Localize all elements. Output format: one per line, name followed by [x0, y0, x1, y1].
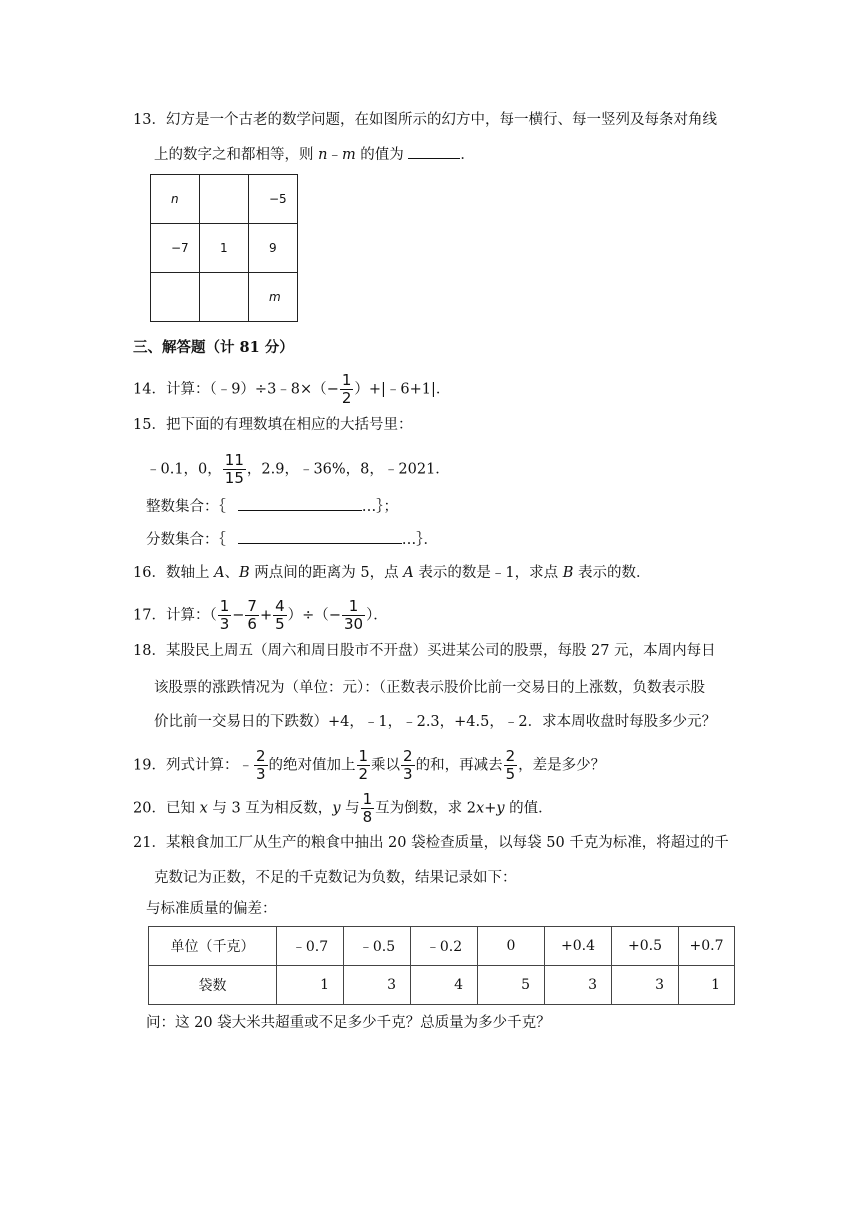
magic-cell: 1 [200, 224, 249, 273]
q19-fraction-3 [401, 748, 415, 783]
q17-f2-num: 7 [247, 597, 257, 615]
q19-f1-num: 2 [255, 747, 266, 765]
q19-f4-num: 2 [505, 747, 516, 765]
q20-line [133, 791, 553, 826]
q17-pre: 17．计算：（ [133, 607, 217, 624]
q13-period: ． [460, 147, 475, 163]
q17-op2: + [259, 607, 273, 624]
q17-f1-den: 3 [219, 615, 230, 633]
q17-fraction-1 [218, 598, 232, 633]
deviation-header-row [149, 927, 735, 966]
q14-line [133, 372, 450, 407]
q19-f3-den: 3 [403, 765, 413, 783]
q20-t1: 与 3 互为相反数， [207, 800, 333, 817]
q17-op1: − [232, 607, 245, 624]
q13-minus: ﹣ [327, 147, 342, 163]
q19-t1: 的绝对值加上 [268, 757, 356, 774]
magic-cell: −7 [151, 224, 200, 273]
q17-f4-num: 1 [342, 598, 365, 616]
q15-frac-end: …｝． [401, 532, 438, 548]
table-cell: 1 [277, 966, 344, 1005]
q18-text-3: 价比前一交易日的下跌数）+4，﹣1，﹣2.3，+4.5，﹣2．求本周收盘时每股多少元？ [154, 714, 717, 730]
q20-t3: 互为倒数，求 2 [375, 800, 477, 817]
table-cell: 3 [344, 966, 411, 1005]
q15-stem: 15．把下面的有理数填在相应的大括号里： [133, 417, 413, 433]
q16-point-a-2: A [403, 565, 414, 581]
q19-line [133, 748, 605, 783]
table-cell: ﹣0.5 [344, 927, 411, 966]
q13-line1 [133, 109, 717, 131]
magic-cell: n [151, 175, 200, 224]
table-cell: 0 [478, 927, 545, 966]
q14-fraction [340, 372, 354, 407]
q17-f1-num: 1 [219, 597, 230, 615]
q16-point-b: B [239, 565, 250, 581]
q20-var-x: x [199, 800, 208, 817]
deviation-table [148, 926, 735, 1005]
q15-frac-den: 15 [224, 469, 244, 487]
q13-text-1: 13．幻方是一个古老的数学问题，在如图所示的幻方中，每一横行、每一竖列及每条对角线 [133, 112, 717, 128]
q19-post: ，差是多少？ [518, 757, 606, 774]
magic-row [151, 175, 298, 224]
q21-question-line [146, 1012, 551, 1034]
q15-frac-label: 分数集合：｛ [146, 532, 226, 548]
q21-line1 [133, 832, 729, 854]
q15-fraction [223, 452, 246, 487]
q15-nums-pre: ﹣0.1，0， [146, 461, 222, 478]
q19-f4-den: 5 [505, 765, 516, 783]
table-cell: 袋数 [149, 966, 277, 1005]
q19-t3: 的和，再减去 [415, 757, 503, 774]
q17-f4-den: 30 [343, 615, 364, 633]
q17-f2-den: 6 [247, 615, 257, 633]
q15-numbers-line [146, 452, 450, 487]
section-heading [133, 337, 294, 359]
q17-f3-num: 4 [275, 597, 285, 615]
q20-plus: + [484, 800, 497, 817]
q20-frac-den: 8 [362, 808, 373, 826]
q21-line2 [154, 867, 517, 889]
q18-text-2: 该股票的涨跌情况为（单位：元）：（正数表示股价比前一交易日的上涨数，负数表示股 [154, 680, 705, 696]
q15-nums-post: ，2.9，﹣36%，8，﹣2021． [246, 461, 450, 478]
q20-var-y-2: y [496, 800, 505, 817]
q16-point-b-2: B [562, 565, 574, 581]
q21-question: 问：这 20 袋大米共超重或不足多少千克？总质量为多少千克？ [146, 1015, 551, 1031]
table-cell: 5 [478, 966, 545, 1005]
q20-pre: 20．已知 [133, 800, 200, 817]
q17-f3-den: 5 [275, 615, 285, 633]
q18-text-1: 18．某股民上周五（周六和周日股市不开盘）买进某公司的股票，每股 27 元，本周内每日 [133, 643, 716, 659]
q21-text-3: 与标准质量的偏差： [146, 901, 277, 917]
table-cell: 3 [612, 966, 679, 1005]
q16-point-a: A [214, 565, 225, 581]
q13-line2 [154, 144, 475, 166]
q14-sign: − [326, 381, 339, 398]
q19-f2-den: 2 [358, 765, 369, 783]
q20-fraction [361, 791, 375, 826]
q14-post: ）+|﹣6+1|． [354, 381, 451, 398]
q13-text-2: 上的数字之和都相等，则 [154, 147, 319, 163]
q20-t2: 与 [340, 800, 360, 817]
table-cell: ﹣0.7 [277, 927, 344, 966]
q15-int-end: …｝； [361, 499, 398, 515]
magic-cell [200, 273, 249, 322]
q14-frac-num: 1 [341, 371, 352, 389]
q18-line2 [154, 677, 705, 699]
q19-fraction-4 [504, 748, 518, 783]
q16-post: 表示的数． [573, 565, 651, 581]
q19-fraction-2 [357, 748, 371, 783]
q18-line1 [133, 640, 716, 662]
table-cell: +0.7 [679, 927, 735, 966]
q20-var-y: y [332, 800, 341, 817]
q16-mid2: 两点间的距离为 5，点 [249, 565, 404, 581]
table-cell: +0.4 [545, 927, 612, 966]
magic-cell [151, 273, 200, 322]
table-cell: 单位（千克） [149, 927, 277, 966]
q16-pre: 16．数轴上 [133, 565, 215, 581]
table-cell: 1 [679, 966, 735, 1005]
q15-integer-set-line [146, 496, 398, 518]
q20-var-x-2: x [476, 800, 485, 817]
q16-mid3: 表示的数是﹣1，求点 [413, 565, 563, 581]
q17-sign: − [328, 607, 341, 624]
magic-cell: 9 [249, 224, 298, 273]
q13-var-m: m [341, 147, 356, 163]
magic-row [151, 224, 298, 273]
q18-line3 [154, 711, 716, 733]
q21-text-2: 克数记为正数，不足的千克数记为负数，结果记录如下： [154, 870, 517, 886]
q19-f2-num: 1 [358, 747, 369, 765]
q19-fraction-1 [254, 748, 268, 783]
q17-mid: ）÷（ [287, 607, 329, 624]
q13-text-3: 的值为 [355, 147, 409, 163]
deviation-count-row [149, 966, 735, 1005]
magic-cell [200, 175, 249, 224]
table-cell: +0.5 [612, 927, 679, 966]
integer-set-blank[interactable] [238, 496, 362, 511]
q19-t2: 乘以 [371, 757, 401, 774]
q15-fraction-set-line [146, 529, 438, 551]
q21-line3 [146, 898, 277, 920]
q19-pre: 19．列式计算：﹣ [133, 757, 253, 774]
q13-answer-blank[interactable] [408, 144, 460, 159]
q13-var-n: n [318, 147, 328, 163]
table-cell: 4 [411, 966, 478, 1005]
q17-post: ）． [366, 607, 388, 624]
fraction-set-blank[interactable] [238, 529, 402, 544]
section-title: 三、解答题（计 81 分） [133, 339, 294, 356]
q15-frac-num: 11 [224, 451, 244, 469]
magic-row [151, 273, 298, 322]
q17-fraction-4 [342, 598, 365, 633]
q14-frac-den: 2 [341, 389, 352, 407]
q14-pre: 14．计算：（﹣9）÷3﹣8×（ [133, 381, 327, 398]
q16-line [133, 562, 650, 584]
q15-int-label: 整数集合：｛ [146, 499, 226, 515]
q17-fraction-2 [245, 598, 259, 633]
q17-line [133, 598, 388, 633]
q16-mid1: 、 [224, 565, 240, 581]
q21-text-1: 21．某粮食加工厂从生产的粮食中抽出 20 袋检查质量，以每袋 50 千克为标准，将超过的千 [133, 835, 729, 851]
magic-cell: m [249, 273, 298, 322]
table-cell: ﹣0.2 [411, 927, 478, 966]
q17-fraction-3 [273, 598, 287, 633]
magic-cell: −5 [249, 175, 298, 224]
q20-post: 的值． [504, 800, 553, 817]
q19-f1-den: 3 [255, 765, 266, 783]
magic-square [150, 174, 298, 322]
table-cell: 3 [545, 966, 612, 1005]
q19-f3-num: 2 [403, 747, 413, 765]
q20-frac-num: 1 [362, 790, 373, 808]
q15-stem-line [133, 414, 412, 436]
